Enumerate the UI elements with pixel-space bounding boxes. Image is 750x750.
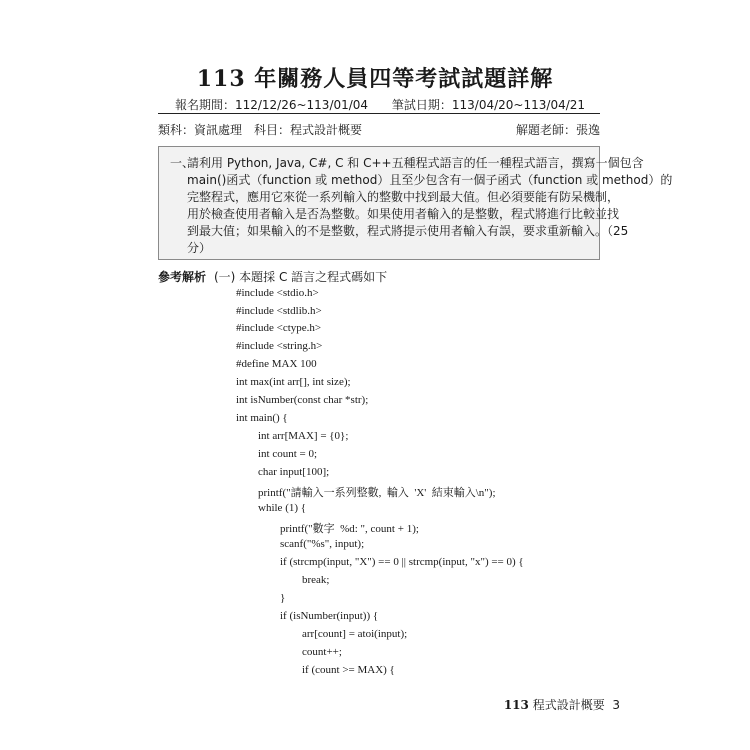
code-line: scanf("%s", input); [280,538,365,550]
code-line: while (1) { [258,502,307,514]
registration-period: 報名期間：112/12/26~113/01/04 [174,98,369,112]
code-line: } [280,592,286,604]
code-line: #include <stdlib.h> [236,305,322,317]
question-line: 到最大值；如果輸入的不是整數，程式將提示使用者輸入有誤，要求重新輸入。（25 [187,224,629,238]
question-line: 用於檢查使用者輸入是否為整數。如果使用者輸入的是整數，程式將進行比較並找 [187,207,620,221]
code-line: #define MAX 100 [236,358,317,370]
code-line: count++; [302,646,342,658]
category-subject: 類科：資訊處理 科目：程式設計概要 [158,123,363,137]
page-footer [504,696,620,713]
page-title: 113 年關務人員四等考試試題詳解 [196,66,554,92]
meta-row [158,121,600,138]
teacher-name: 解題老師：張逸 [515,123,600,137]
code-line: printf("數字 %d: ", count + 1); [280,523,419,535]
code-line: break; [302,574,330,586]
code-line: #include <stdio.h> [236,287,319,299]
header-divider [158,113,600,114]
question-line: main()函式（function 或 method）且至少包含有一個子函式（function 或 method）的 [187,173,673,187]
code-line: int main() { [236,412,288,424]
question-line: 分） [187,241,212,255]
footer-year: 113 [503,698,529,712]
question-line: 請利用 Python, Java, C#, C 和 C++五種程式語言的任一種程式語言，撰寫一個包含 [187,156,644,170]
code-line: printf("請輸入一系列整數, 輸入 'X' 結束輸入\n"); [258,487,496,499]
date-info [160,96,600,113]
question-line: 完整程式，應用它來從一系列輸入的整數中找到最大值。但必須要能有防呆機制， [187,190,620,204]
code-line: if (count >= MAX) { [302,664,395,676]
exam-date: 筆試日期：113/04/20~113/04/21 [391,98,586,112]
code-line: #include <ctype.h> [236,322,322,334]
code-line: int max(int arr[], int size); [236,376,351,388]
code-line: if (isNumber(input)) { [280,610,379,622]
question-number: 一、 [170,156,195,170]
code-line: if (strcmp(input, "X") == 0 || strcmp(input, "x") == 0) { [280,556,524,568]
answer-label: 參考解析 [158,270,207,284]
code-line: int arr[MAX] = {0}; [258,430,349,442]
code-line: #include <string.h> [236,340,323,352]
footer-subject: 程式設計概要 [532,698,605,712]
code-line: char input[100]; [258,466,330,478]
code-line: int isNumber(const char *str); [236,394,369,406]
code-line: int count = 0; [258,448,318,460]
code-line: arr[count] = atoi(input); [302,628,408,640]
answer-heading: (一) 本題採 C 語言之程式碼如下 [214,270,388,284]
page-number: 3 [612,698,620,712]
